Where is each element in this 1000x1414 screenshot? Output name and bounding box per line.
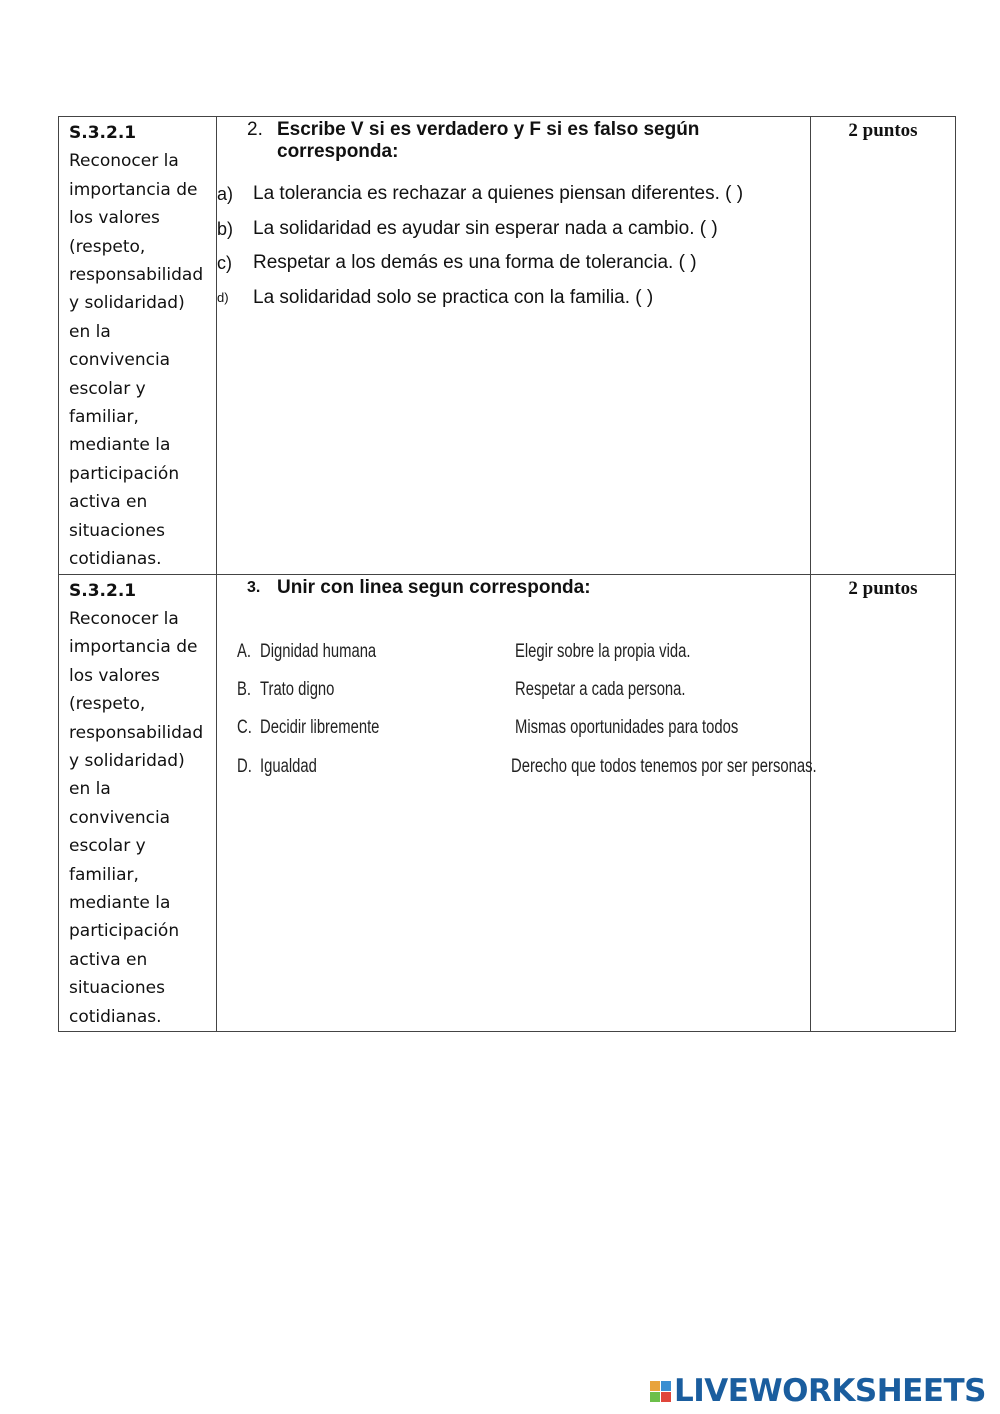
list-item [217,177,810,212]
points-label: 2 puntos [848,120,918,141]
match-term[interactable]: Decidir libremente [260,716,380,738]
matching-exercise [217,640,817,841]
criterion-cell [59,574,217,1032]
points-cell [811,117,956,575]
logo-square [650,1392,660,1402]
match-letter: C. [237,716,252,738]
points-cell [811,574,956,1032]
logo-square [661,1392,671,1402]
true-false-list [217,177,810,316]
criterion-cell [59,117,217,575]
question-cell [217,117,811,575]
question-row [59,574,956,1032]
match-term[interactable]: Dignidad humana [260,640,377,662]
criterion-text: Reconocer la importancia de los valores (respeto, responsabilidad y solidaridad) en la convivencia escolar y familiar, mediante la participación activa en situaciones cotidianas. [69,608,204,1027]
matching-row [217,679,811,717]
points-label: 2 puntos [848,577,918,599]
question-title [217,117,810,163]
question-number: 3. [247,578,261,596]
item-text[interactable]: La tolerancia es rechazar a quienes piensan diferentes. ( ) [253,183,744,204]
match-letter: D. [237,755,252,777]
match-term[interactable]: Trato digno [260,678,335,700]
worksheet-table [58,116,956,1032]
match-letter: B. [237,678,252,700]
item-label: b) [217,218,234,239]
question-title [217,575,810,599]
match-definition[interactable]: Derecho que todos tenemos por ser personas. [511,755,817,777]
match-definition[interactable]: Elegir sobre la propia vida. [515,640,691,662]
criterion-code: S.3.2.1 [69,123,137,143]
question-number: 2. [247,119,263,140]
match-definition[interactable]: Respetar a cada persona. [515,678,686,700]
list-item [217,246,810,281]
item-text[interactable]: La solidaridad solo se practica con la familia. ( ) [253,287,654,309]
matching-row [217,755,817,794]
item-label: a) [217,184,234,204]
logo-icon [650,1381,671,1402]
criterion-code: S.3.2.1 [69,580,137,601]
question-row [59,117,956,575]
question-title-text: Escribe V si es verdadero y F si es falso según corresponda: [277,119,700,162]
logo-square [650,1381,660,1391]
question-cell [217,574,817,1032]
matching-row [217,641,811,679]
item-label: c) [217,253,232,274]
match-letter: A. [237,640,252,662]
match-definition[interactable]: Mismas oportunidades para todos [515,716,739,738]
brand-text: LIVEWORKSHEETS [674,1373,986,1409]
logo-square [661,1381,671,1391]
question-title-text: Unir con linea segun corresponda: [277,576,591,598]
item-text[interactable]: La solidaridad es ayudar sin esperar nada a cambio. ( ) [253,217,718,239]
criterion-text: Reconocer la importancia de los valores (respeto, responsabilidad y solidaridad) en la convivencia escolar y familiar, mediante la participación activa en situaciones cotidianas. [69,151,204,570]
list-item [217,281,810,316]
item-label: d) [217,290,229,306]
matching-row [217,717,811,755]
liveworksheets-logo [650,1373,986,1409]
match-term[interactable]: Igualdad [260,755,317,777]
list-item [217,212,810,247]
item-text[interactable]: Respetar a los demás es una forma de tolerancia. ( ) [253,252,697,274]
